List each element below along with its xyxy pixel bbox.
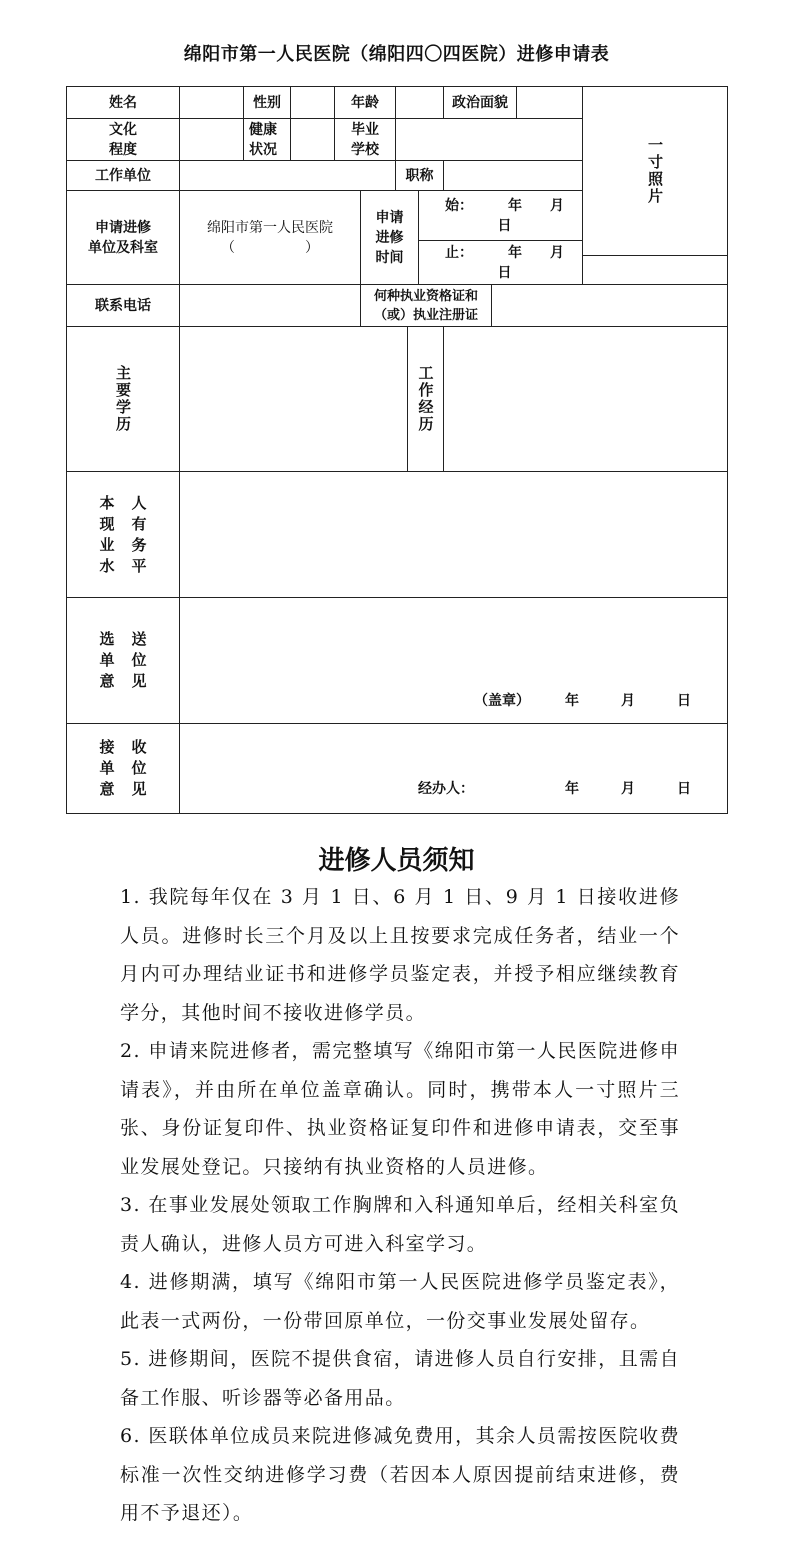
label-cert: 何种执业资格证和 （或）执业注册证: [360, 284, 492, 327]
note-item: 3. 在事业发展处领取工作胸牌和入科通知单后，经相关科室负责人确认，进修人员方可进入科室学习。: [120, 1194, 680, 1255]
edu-history-field[interactable]: [179, 326, 408, 472]
label-age: 年龄: [334, 86, 396, 119]
label-sender: [66, 597, 180, 724]
phone-field[interactable]: [179, 284, 361, 327]
label-education: 文化 程度: [66, 118, 180, 161]
label-gender: 性别: [243, 86, 291, 119]
notes-list: [120, 878, 680, 1533]
photo-box: [582, 86, 728, 256]
note-item: 2. 申请来院进修者，需完整填写《绵阳市第一人民医院进修申请表》，并由所在单位盖章确认。同时，携带本人一寸照片三张、身份证复印件、执业资格证复印件和进修申请表，交至事业发展处登记。只接纳有执业资格的人员进修。: [120, 1040, 680, 1178]
notes-title: 进修人员须知: [318, 846, 475, 876]
sender-field[interactable]: [179, 597, 728, 724]
label-politics: 政治面貌: [443, 86, 517, 119]
gender-field[interactable]: [290, 86, 335, 119]
school-field[interactable]: [395, 118, 583, 161]
handler-line: 经办人： 年 月 日: [418, 781, 691, 797]
label-name: 姓名: [66, 86, 180, 119]
hospital-name: 绵阳市第一人民医院: [207, 219, 333, 236]
photo-label: 一寸照片: [646, 137, 664, 205]
level-grid: 本 人 现 有 业 务 水 平: [99, 493, 147, 575]
note-item: 5. 进修期间，医院不提供食宿，请进修人员自行安排，且需自备工作服、听诊器等必备用品。: [120, 1348, 680, 1409]
department-paren: （ ）: [221, 239, 319, 256]
label-work-unit: 工作单位: [66, 160, 180, 191]
work-history-field[interactable]: [443, 326, 728, 472]
label-work-history: 工作经历: [407, 326, 444, 472]
health-field[interactable]: [290, 118, 335, 161]
level-field[interactable]: [179, 471, 728, 598]
label-apply-unit: 申请进修 单位及科室: [66, 190, 180, 285]
label-phone: 联系电话: [66, 284, 180, 327]
cert-field[interactable]: [491, 284, 728, 327]
label-level: [66, 471, 180, 598]
note-item: 4. 进修期满，填写《绵阳市第一人民医院进修学员鉴定表》，此表一式两份，一份带回原单位，一份交事业发展处留存。: [120, 1271, 680, 1332]
sender-grid: 选 送 单 位 意 见: [99, 630, 147, 690]
apply-unit-field[interactable]: [179, 190, 361, 285]
photo-bottom-spacer: [582, 255, 728, 285]
label-health: 健康 状况: [243, 118, 291, 161]
note-item: 6. 医联体单位成员来院进修减免费用，其余人员需按医院收费标准一次性交纳进修学习费（若因本人原因提前结束进修，费用不予退还）。: [120, 1425, 680, 1524]
receiver-grid: 接 收 单 位 意 见: [99, 738, 147, 798]
age-field[interactable]: [395, 86, 444, 119]
label-apply-time: 申请 进修 时间: [360, 190, 419, 285]
end-date-field[interactable]: 止： 年 月 日: [418, 240, 583, 285]
title-field[interactable]: [443, 160, 583, 191]
note-item: 1. 我院每年仅在 3 月 1 日、6 月 1 日、9 月 1 日接收进修人员。进修时长三个月及以上且按要求完成任务者，结业一个月内可办理结业证书和进修学员鉴定表，并授予相应继续教育学分，其他时间不接收进修学员。: [120, 886, 680, 1024]
start-date-field[interactable]: 始： 年 月 日: [418, 190, 583, 241]
label-receiver: [66, 723, 180, 814]
application-form: [66, 86, 728, 814]
work-unit-field[interactable]: [179, 160, 396, 191]
label-title: 职称: [395, 160, 444, 191]
education-field[interactable]: [179, 118, 244, 161]
label-edu-history: 主要学历: [66, 326, 180, 472]
seal-line: （盖章） 年 月 日: [474, 693, 691, 709]
name-field[interactable]: [179, 86, 244, 119]
receiver-field[interactable]: [179, 723, 728, 814]
form-title: 绵阳市第一人民医院（绵阳四〇四医院）进修申请表: [183, 44, 610, 65]
label-school: 毕业 学校: [334, 118, 396, 161]
politics-field[interactable]: [516, 86, 583, 119]
